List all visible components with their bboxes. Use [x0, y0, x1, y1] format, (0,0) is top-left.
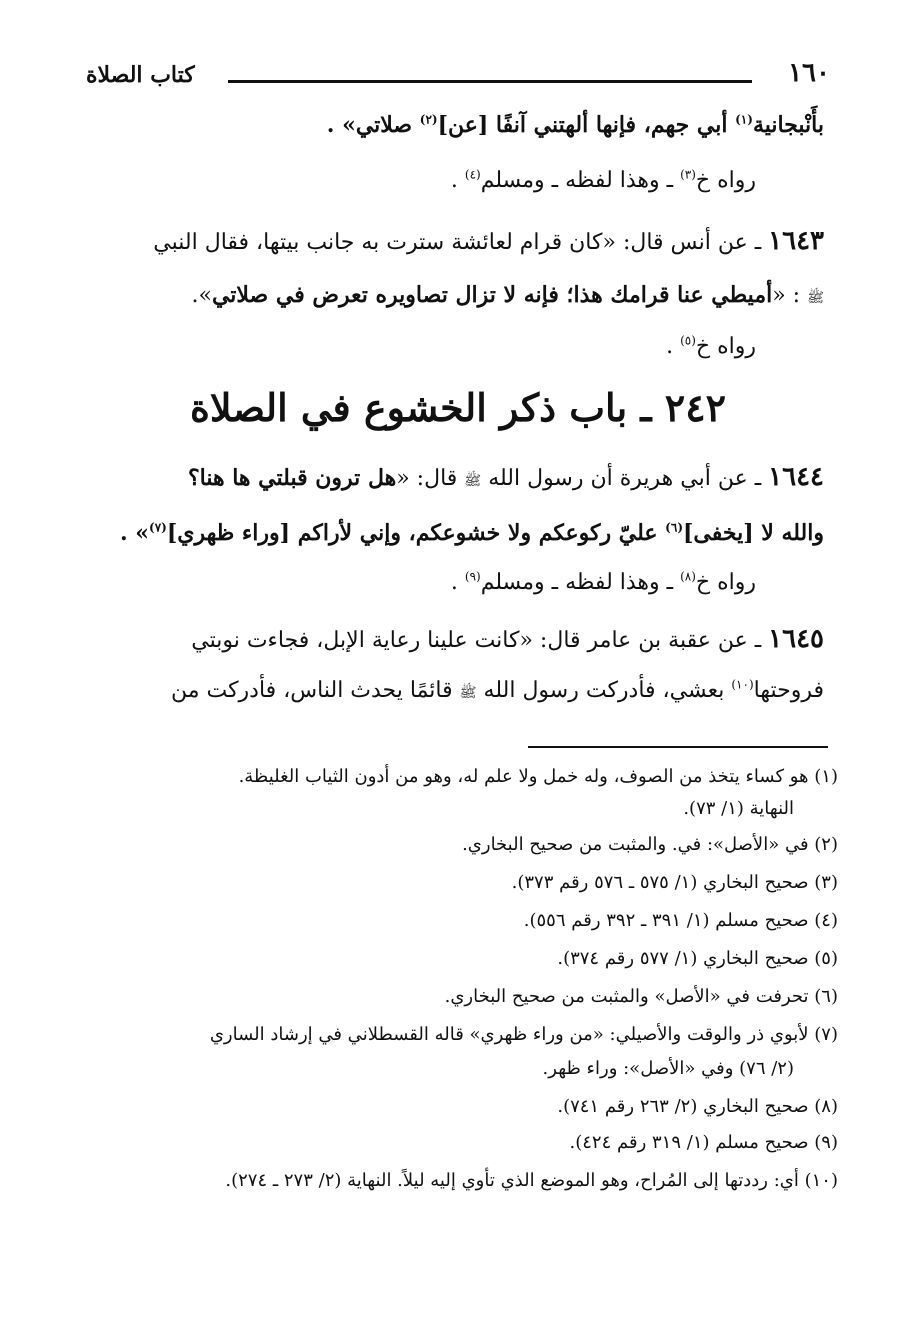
page-number: ١٦٠ — [788, 58, 830, 88]
footnote-4: (٤) صحيح مسلم (١/ ٣٩١ ـ ٣٩٢ رقم ٥٥٦). — [523, 910, 838, 931]
footnote-ref: (١) — [735, 112, 753, 127]
footnote-ref: (٩) — [464, 569, 481, 584]
prev-hadith-line-1: بأَنْبجانية$^{(١)}$ أبي جهم، فإنها ألهتني آنفًا [عن]$^{(٢)}$ صلاتي» . — [326, 112, 824, 138]
hadith-1644-line-2: والله لا [يخفى]$^{(٦)}$ عليّ ركوعكم ولا خشوعكم، وإني لأراكم [وراء ظهري]$^{(٧)}$» . — [119, 520, 824, 546]
footnote-7-cont: (٢/ ٧٦) وفي «الأصل»: وراء ظهر. — [542, 1058, 794, 1079]
footnote-ref: (٨) — [680, 569, 696, 584]
hadith-1645-line-1: ١٦٤٥ ـ عن عقبة بن عامر قال: «كانت علينا رعاية الإبل، فجاءت نوبتي — [191, 624, 824, 654]
hadith-number: ١٦٤٤ — [768, 462, 824, 492]
footnote-8: (٨) صحيح البخاري (٢/ ٢٦٣ رقم ٧٤١). — [557, 1096, 838, 1117]
footnote-1-cont: النهاية (١/ ٧٣). — [683, 798, 794, 819]
footnote-ref: (٦) — [665, 520, 683, 535]
footnote-ref: (٥) — [680, 333, 696, 348]
footnote-ref: (١٠) — [731, 677, 754, 692]
prev-hadith-attribution: رواه خ$^{(٣)}$ ـ وهذا لفظه ـ ومسلم$^{(٤)}$ . — [450, 167, 756, 193]
footnote-6: (٦) تحرفت في «الأصل» والمثبت من صحيح البخاري. — [444, 986, 838, 1007]
page-header — [86, 58, 830, 98]
footnote-2: (٢) في «الأصل»: في. والمثبت من صحيح البخاري. — [462, 834, 838, 855]
hadith-number: ١٦٤٥ — [768, 624, 824, 654]
hadith-1643-line-2: ﷺ : «أميطي عنا قرامك هذا؛ فإنه لا تزال تصاويره تعرض في صلاتي». — [191, 282, 824, 308]
footnote-9: (٩) صحيح مسلم (١/ ٣١٩ رقم ٤٢٤). — [569, 1132, 838, 1153]
salutation-glyph: ﷺ — [807, 290, 824, 306]
footnote-1: (١) هو كساء يتخذ من الصوف، وله خمل ولا علم له، وهو من أدون الثياب الغليظة. — [238, 766, 838, 787]
book-title: كتاب الصلاة — [86, 62, 195, 88]
footnote-10: (١٠) أي: رددتها إلى المُراح، وهو الموضع الذي تأوي إليه ليلاً. النهاية (٢/ ٢٧٣ ـ ٢٧٤). — [225, 1170, 838, 1191]
footnote-7: (٧) لأبوي ذر والوقت والأصيلي: «من وراء ظهري» قاله القسطلاني في إرشاد الساري — [209, 1024, 838, 1045]
hadith-1643-attribution: رواه خ$^{(٥)}$ . — [666, 333, 756, 359]
hadith-number: ١٦٤٣ — [768, 226, 824, 256]
hadith-1645-line-2: فروحتها$^{(١٠)}$ بعشي، فأدركت رسول الله ﷺ قائمًا يحدث الناس، فأدركت من — [170, 677, 824, 703]
header-rule — [228, 80, 752, 83]
hadith-1643-line-1: ١٦٤٣ ـ عن أنس قال: «كان قرام لعائشة سترت به جانب بيتها، فقال النبي — [153, 226, 824, 256]
footnote-5: (٥) صحيح البخاري (١/ ٥٧٧ رقم ٣٧٤). — [557, 948, 838, 969]
chapter-heading: ٢٤٢ ـ باب ذكر الخشوع في الصلاة — [189, 385, 727, 430]
salutation-glyph: ﷺ — [459, 685, 477, 701]
footnote-ref: (٧) — [149, 520, 167, 535]
footnote-ref: (٤) — [464, 167, 481, 182]
salutation-glyph: ﷺ — [464, 473, 482, 489]
footnote-separator — [528, 746, 828, 748]
footnote-ref: (٢) — [419, 112, 438, 127]
footnote-ref: (٣) — [680, 167, 696, 182]
hadith-1644-line-1: ١٦٤٤ ـ عن أبي هريرة أن رسول الله ﷺ قال: «هل ترون قبلتي ها هنا؟ — [187, 462, 824, 492]
hadith-1644-attribution: رواه خ$^{(٨)}$ ـ وهذا لفظه ـ ومسلم$^{(٩)}$ . — [450, 569, 756, 595]
footnote-3: (٣) صحيح البخاري (١/ ٥٧٥ ـ ٥٧٦ رقم ٣٧٣). — [511, 872, 838, 893]
